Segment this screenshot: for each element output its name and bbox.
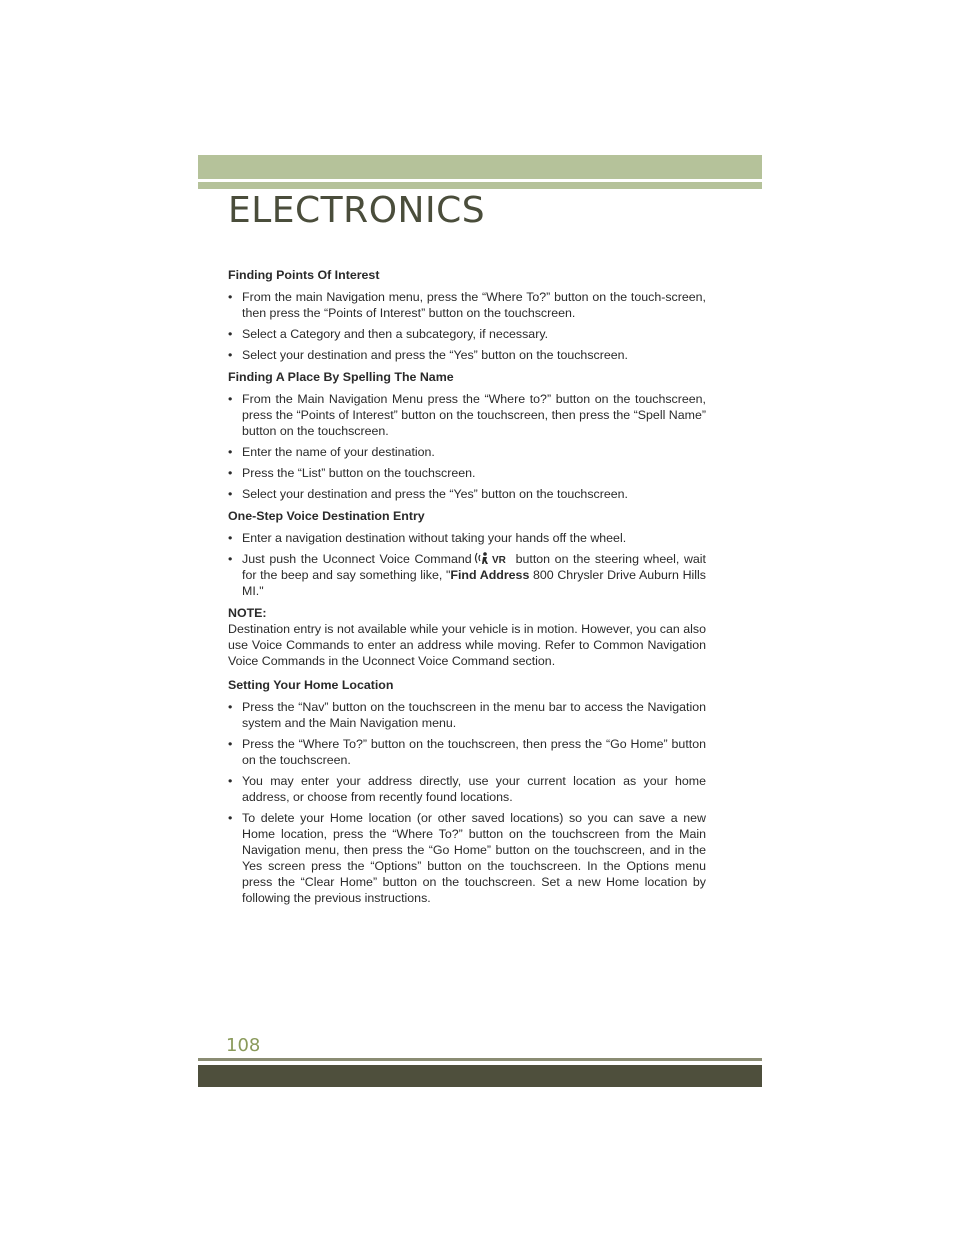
list-item: • Enter the name of your destination. xyxy=(228,444,706,460)
voice-command-icon xyxy=(474,551,514,565)
footer-rule xyxy=(198,1058,762,1061)
page-content xyxy=(228,267,706,912)
heading-spelling-name: Finding A Place By Spelling The Name xyxy=(228,370,454,384)
list-item: • Enter a navigation destination without taking your hands off the wheel. xyxy=(228,530,706,546)
note-text: Destination entry is not available while your vehicle is in motion. However, you can also use Voice Commands to enter an address while moving. Refer to Common Navigation Voice Commands in the Uconnect Voice Command section. xyxy=(228,622,706,668)
svg-text:VR: VR xyxy=(491,555,506,565)
footer-band xyxy=(198,1065,762,1087)
heading-voice-destination: One-Step Voice Destination Entry xyxy=(228,509,425,523)
list-item: • From the main Navigation menu, press the “Where To?” button on the touch-screen, then press the “Points of Interest” button on the touchscreen. xyxy=(228,289,706,321)
page-number: 108 xyxy=(226,1035,261,1056)
list-points-of-interest xyxy=(228,289,706,363)
list-item: • You may enter your address directly, use your current location as your home address, or choose from recently found locations. xyxy=(228,773,706,805)
list-spelling-name xyxy=(228,391,706,502)
list-item: • Select your destination and press the “Yes” button on the touchscreen. xyxy=(228,486,706,502)
vr-text-before: Just push the Uconnect Voice Command xyxy=(242,552,472,566)
list-item: • Press the “List” button on the touchscreen. xyxy=(228,465,706,481)
list-voice-destination xyxy=(228,530,706,599)
list-item: • From the Main Navigation Menu press the “Where to?” button on the touchscreen, press the “Points of Interest” button on the touchscreen, then press the “Spell Name” button on the touchscreen. xyxy=(228,391,706,439)
heading-home-location: Setting Your Home Location xyxy=(228,678,394,692)
vr-text-end: 800 Chrysler Drive Auburn Hills MI." xyxy=(242,568,707,598)
list-item: • To delete your Home location (or other saved locations) so you can save a new Home location, press the “Where To?” button on the touchscreen from the Main Navigation menu, then press the “Go Home” button on the touchscreen, and in the Yes screen press the “Options” button on the touchscreen. In the Options menu press the “Clear Home” button on the touchscreen. Set a new Home location by following the previous instructions. xyxy=(228,810,706,906)
list-item: • Select a Category and then a subcategory, if necessary. xyxy=(228,326,706,342)
header-band xyxy=(198,155,762,179)
vr-text-bold: Find Address xyxy=(450,568,530,582)
list-item-voice-command xyxy=(228,551,706,599)
header-rule xyxy=(198,182,762,189)
list-item: • Select your destination and press the “Yes” button on the touchscreen. xyxy=(228,347,706,363)
section-title: ELECTRONICS xyxy=(228,190,486,231)
heading-points-of-interest: Finding Points Of Interest xyxy=(228,268,380,282)
list-home-location xyxy=(228,699,706,906)
list-item: • Press the “Nav” button on the touchscreen in the menu bar to access the Navigation system and the Main Navigation menu. xyxy=(228,699,706,731)
vr-text-after: button on the steering wheel, wait for the beep and say something like, " xyxy=(242,552,706,582)
note-label: NOTE: xyxy=(228,606,267,620)
list-item: • Press the “Where To?” button on the touchscreen, then press the “Go Home” button on the touchscreen. xyxy=(228,736,706,768)
